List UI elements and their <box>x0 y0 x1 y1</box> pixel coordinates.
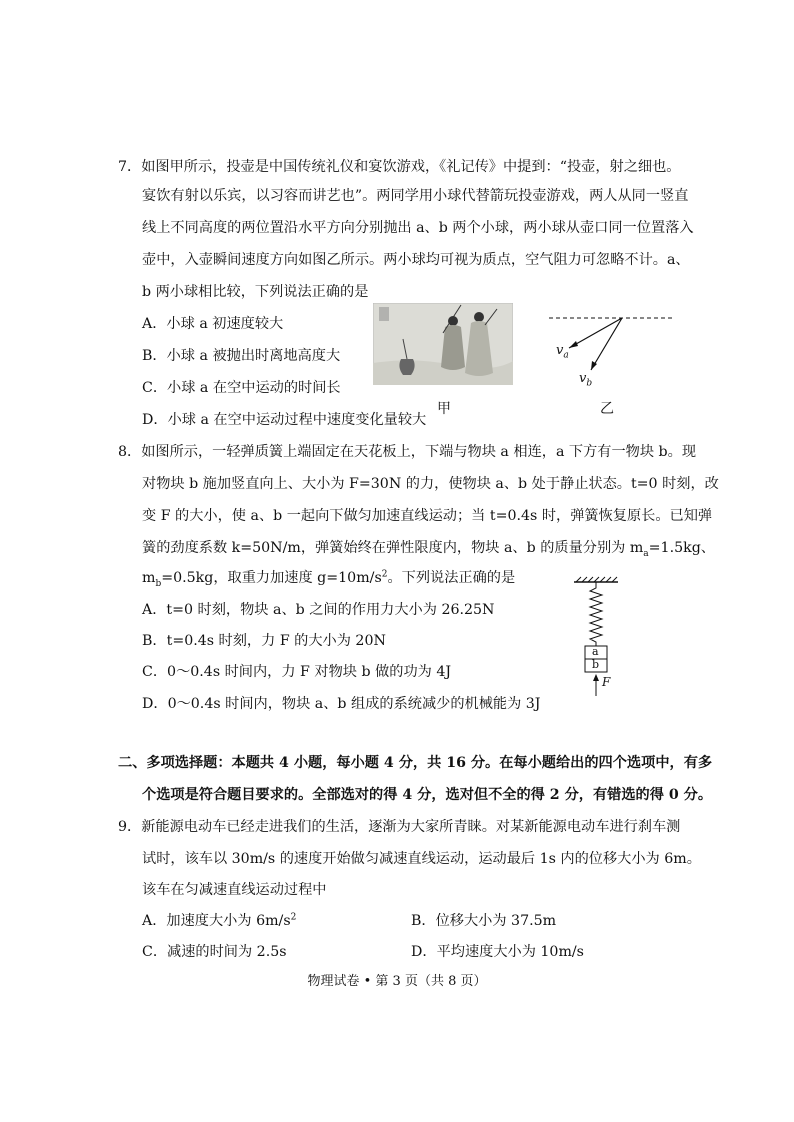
q8-mb-subscript: b <box>155 578 162 589</box>
q7-line-4: 壶中，入壶瞬间速度方向如图乙所示。两小球均可视为质点，空气阻力可忽略不计。a、 <box>142 252 690 268</box>
vb-symbol: v <box>579 371 587 386</box>
q9-option-d: D．平均速度大小为 10m/s <box>411 944 584 960</box>
q8-line-5 <box>142 568 515 588</box>
touhu-painting-image <box>373 303 513 385</box>
section-2-heading-line-2: 个选项是符合题目要求的。全部选对的得 4 分，选对但不全的得 2 分，有错选的得 0 分。 <box>142 787 713 803</box>
force-f-label: F <box>602 675 611 689</box>
section-2-heading-line-1: 二、多项选择题：本题共 4 小题，每小题 4 分，共 16 分。在每小题给出的四个选项中，有多 <box>118 755 713 771</box>
page-footer: 物理试卷 • 第 3 页（共 8 页） <box>307 974 487 989</box>
q8-g-exponent: 2 <box>381 569 388 580</box>
q7-line-2: 宴饮有射以乐宾，以习容而讲艺也”。两同学用小球代替箭玩投壶游戏，两人从同一竖直 <box>142 188 689 204</box>
q7-option-b: B．小球 a 被抛出时离地高度大 <box>142 348 341 364</box>
q9-line-3: 该车在匀减速直线运动过程中 <box>142 882 327 898</box>
q8-line-4 <box>142 538 715 558</box>
fig-jia-label: 甲 <box>437 401 451 417</box>
q9-option-c: C．减速的时间为 2.5s <box>142 944 287 960</box>
fig-yi-label: 乙 <box>600 401 614 417</box>
q9-option-a <box>142 911 296 931</box>
q8-line-3: 变 F 的大小，使 a、b 一起向下做匀加速直线运动；当 t=0.4s 时，弹簧恢复原长。已知弹 <box>142 508 713 524</box>
q8-line-5-text: =0.5kg，取重力加速度 g=10m/s <box>161 570 382 586</box>
spring-blocks-diagram <box>568 576 624 698</box>
q8-option-d: D．0～0.4s 时间内，物块 a、b 组成的系统减少的机械能为 3J <box>142 696 541 712</box>
q8-line-4-text: 簧的劲度系数 k=50N/m，弹簧始终在弹性限度内，物块 a、b 的质量分别为 m <box>142 540 644 556</box>
q8-line-2: 对物块 b 施加竖直向上、大小为 F=30N 的力，使物块 a、b 处于静止状态。t=0 时刻，改 <box>142 476 719 492</box>
q9-option-a-text: A．加速度大小为 6m/s <box>142 913 291 929</box>
q9-line-1: 9．新能源电动车已经走进我们的生活，逐渐为大家所青睐。对某新能源电动车进行刹车测 <box>118 819 681 835</box>
vb-label <box>579 371 593 389</box>
q7-option-a: A．小球 a 初速度较大 <box>142 316 284 332</box>
q8-line-5-end: 。下列说法正确的是 <box>387 570 516 586</box>
va-subscript: a <box>563 350 569 361</box>
q8-line-4-end: =1.5kg、 <box>648 540 715 556</box>
q9-option-b: B．位移大小为 37.5m <box>411 913 557 929</box>
vb-subscript: b <box>586 378 593 389</box>
q9-option-a-exponent: 2 <box>290 912 297 923</box>
q7-option-c: C．小球 a 在空中运动的时间长 <box>142 380 341 396</box>
va-symbol: v <box>556 343 564 358</box>
q7-line-1: 7．如图甲所示，投壶是中国传统礼仪和宴饮游戏，《礼记传》中提到：“投壶，射之细也。 <box>118 159 681 175</box>
q8-mb-symbol: m <box>142 570 156 586</box>
block-a-label: a <box>592 645 599 658</box>
q8-option-a: A．t=0 时刻，物块 a、b 之间的作用力大小为 26.25N <box>142 602 495 618</box>
q7-line-5: b 两小球相比较，下列说法正确的是 <box>142 284 369 300</box>
block-b-label: b <box>592 658 600 671</box>
q8-line-1: 8．如图所示，一轻弹质簧上端固定在天花板上，下端与物块 a 相连，a 下方有一物块 b。现 <box>118 444 697 460</box>
va-label <box>556 343 569 361</box>
q8-option-b: B．t=0.4s 时刻，力 F 的大小为 20N <box>142 633 386 649</box>
q8-ma-subscript: a <box>643 548 649 559</box>
q7-line-3: 线上不同高度的两位置沿水平方向分别抛出 a、b 两个小球，两小球从壶口同一位置落入 <box>142 220 694 236</box>
q7-option-d: D．小球 a 在空中运动过程中速度变化量较大 <box>142 412 427 428</box>
q8-option-c: C．0～0.4s 时间内，力 F 对物块 b 做的功为 4J <box>142 664 452 680</box>
q9-line-2: 试时，该车以 30m/s 的速度开始做匀减速直线运动，运动最后 1s 内的位移大小为 6m。 <box>142 851 701 867</box>
